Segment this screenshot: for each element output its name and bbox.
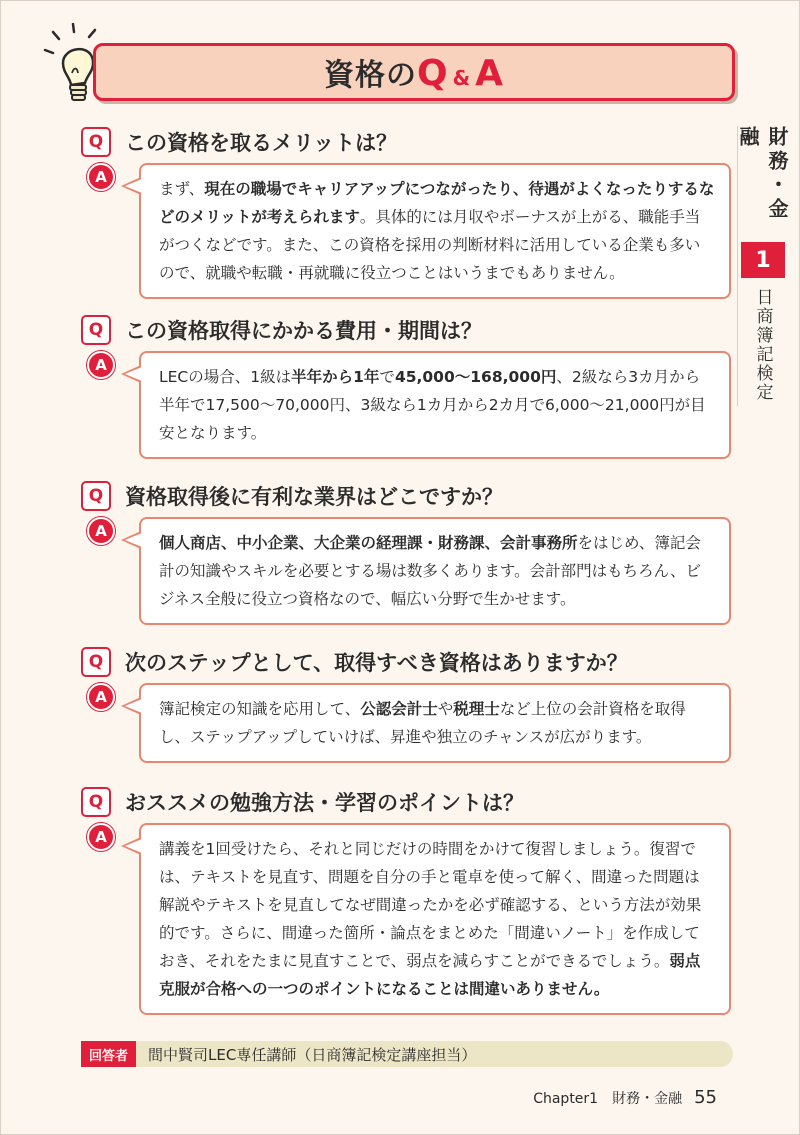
answer-text-bold: 現在の職場でキャリアアップにつながったり、待遇がよくなったりするなどのメリットが考えられます xyxy=(159,180,715,226)
answer-bubble xyxy=(139,163,731,299)
page-title xyxy=(324,50,504,94)
answer-text-bold: 45,000〜168,000円 xyxy=(394,368,557,386)
answer-text-bold: 弱点克服が合格への一つのポイントになることは間違いありません。 xyxy=(159,952,701,998)
answer-badge-icon: A xyxy=(87,823,115,851)
title-prefix: 資格の xyxy=(324,58,418,93)
page-title-box xyxy=(93,43,735,101)
answer-text: 。具体的には月収やボーナスが上がる、職能手当がつくなどです。また、この資格を採用の判断材料に活用している企業も多いので、就職や転職・再就職に役立つことはいうまでもありません。 xyxy=(159,208,701,282)
question-badge-icon: Q xyxy=(81,127,111,157)
answer-text: まず、 xyxy=(159,180,205,198)
answer-text: LECの場合、1級は xyxy=(159,368,292,386)
answer-text: 簿記検定の知識を応用して、 xyxy=(159,700,361,718)
answer-bubble xyxy=(139,823,731,1015)
answer-text-bold: 半年から1年 xyxy=(291,368,380,386)
chapter-side-tab xyxy=(736,126,789,402)
respondent-name: 間中賢司LEC専任講師（日商簿記検定講座担当） xyxy=(148,1045,477,1064)
respondent-label: 回答者 xyxy=(81,1041,136,1067)
side-number: 1 xyxy=(741,242,785,278)
title-q: Q xyxy=(417,53,449,94)
answer-text: 講義を1回受けたら、それと同じだけの時間をかけて復習しましょう。復習では、テキストを見直す、問題を自分の手と電卓を使って解く、間違った問題は解説やテキストを見直してなぜ間違ったかを必ず確認する、という方法が効果的です。さらに、間違った箇所・論点をまとめた「間違いノート」を作成しておき、それをたまに見直すことで、弱点を減らすことができるでしょう。 xyxy=(159,840,702,970)
answer-bubble xyxy=(139,517,731,625)
question-text: 資格取得後に有利な業界はどこですか？ xyxy=(125,485,503,509)
answer-text: で xyxy=(379,368,395,386)
qa-item xyxy=(81,479,733,625)
footer-chapter: Chapter1 財務・金融 xyxy=(533,1091,683,1107)
answer-badge-icon: A xyxy=(87,683,115,711)
question-badge-icon: Q xyxy=(81,787,111,817)
page-footer xyxy=(533,1087,717,1108)
answer-text: 、2級なら3カ月から半年で17,500〜70,000円、3級なら1カ月から2カ月で6,000〜21,000円が目安となります。 xyxy=(159,368,706,442)
question-badge-icon: Q xyxy=(81,647,111,677)
answer-text-bold: 個人商店、中小企業、大企業の経理課・財務課、会計事務所 xyxy=(159,534,578,552)
page-number: 55 xyxy=(694,1087,717,1108)
question-badge-icon: Q xyxy=(81,315,111,345)
title-a: A xyxy=(475,53,504,94)
answer-badge-icon: A xyxy=(87,517,115,545)
side-subject: 日商簿記検定 xyxy=(752,288,773,402)
qa-item xyxy=(81,645,733,763)
question-text: この資格取得にかかる費用・期間は？ xyxy=(125,319,482,343)
question-text: この資格を取るメリットは？ xyxy=(125,131,398,155)
qa-item xyxy=(81,313,733,459)
answer-text-bold: 公認会計士 xyxy=(360,700,438,718)
answer-bubble xyxy=(139,683,731,763)
question-text: おススメの勉強方法・学習のポイントは？ xyxy=(125,791,524,815)
side-category: 財務・金融 xyxy=(736,126,789,222)
title-amp: & xyxy=(452,66,472,90)
answer-text: や xyxy=(437,700,454,718)
qa-item xyxy=(81,785,733,1015)
question-badge-icon: Q xyxy=(81,481,111,511)
qa-item xyxy=(81,125,733,299)
respondent-bar xyxy=(81,1041,733,1067)
answer-badge-icon: A xyxy=(87,163,115,191)
answer-bubble xyxy=(139,351,731,459)
answer-badge-icon: A xyxy=(87,351,115,379)
answer-text-bold: 税理士 xyxy=(453,700,500,718)
answer-text: をはじめ、簿記会計の知識やスキルを必要とする場は数多くあります。会計部門はもちろん、ビジネス全般に役立つ資格なので、幅広い分野で生かせます。 xyxy=(159,534,702,608)
question-text: 次のステップとして、取得すべき資格はありますか？ xyxy=(125,651,628,675)
answer-text: など上位の会計資格を取得し、ステップアップしていけば、昇進や独立のチャンスが広がります。 xyxy=(159,700,686,746)
